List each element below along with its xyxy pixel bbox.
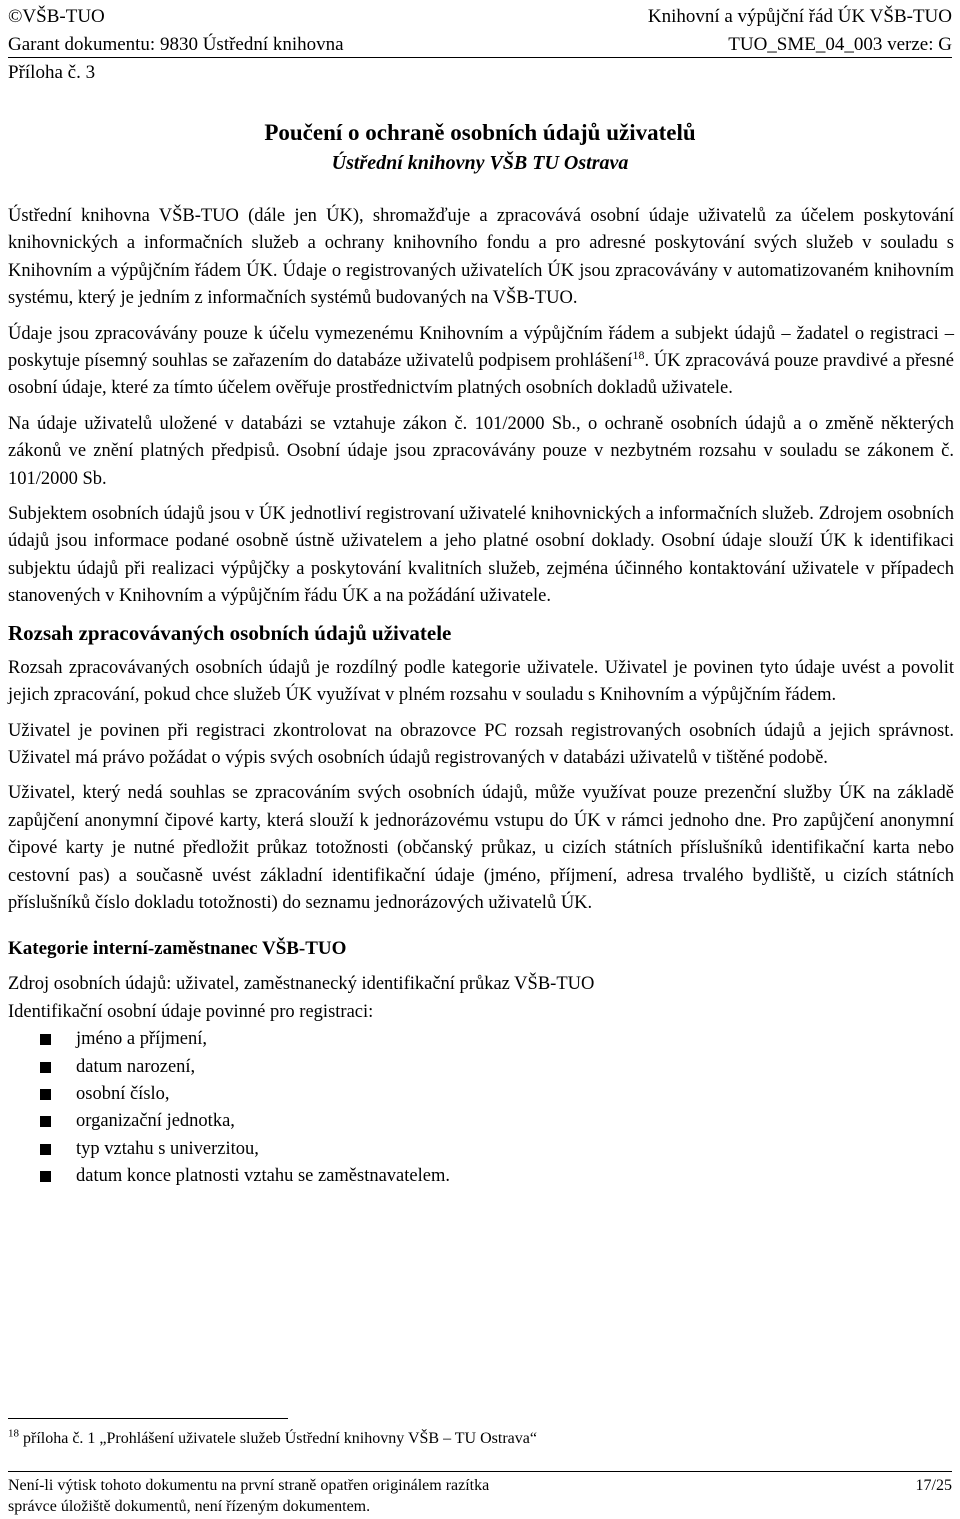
footnote-reference: 18 bbox=[632, 347, 645, 362]
footnote bbox=[8, 1428, 537, 1450]
attachment-label: Příloha č. 3 bbox=[8, 62, 96, 83]
list-item: datum konce platnosti vztahu se zaměstnavatelem. bbox=[8, 1163, 954, 1190]
copyright-label: ©VŠB-TUO bbox=[8, 6, 105, 27]
document-body bbox=[8, 203, 954, 1191]
document-code-label: TUO_SME_04_003 verze: G bbox=[728, 34, 952, 55]
footer-row-1 bbox=[8, 1476, 952, 1496]
list-item: jméno a příjmení, bbox=[8, 1026, 954, 1053]
category-heading: Kategorie interní-zaměstnanec VŠB-TUO bbox=[8, 938, 347, 960]
page-subtitle: Ústřední knihovny VŠB TU Ostrava bbox=[331, 152, 629, 174]
page-number: 17/25 bbox=[915, 1477, 952, 1494]
document-title-label: Knihovní a výpůjční řád ÚK VŠB-TUO bbox=[647, 6, 952, 27]
section-heading: Rozsah zpracovávaných osobních údajů uživatele bbox=[8, 620, 452, 645]
subject-paragraph: Subjektem osobních údajů jsou v ÚK jednotliví registrovaní uživatelé knihovnických a informačních služeb. Zdrojem osobních údajů jsou informace podané osobně ústně uživatelem a jeho platné osobní doklady. Osobní údaje slouží ÚK k identifikaci subjektu údajů při realizaci výpůjčky a poskytování kvalitních služeb, zejména účinného kontaktování uživatele v případech stanovených v Knihovním a výpůjčním řádu ÚK a na požádání uživatele. bbox=[8, 504, 954, 607]
list-item: typ vztahu s univerzitou, bbox=[8, 1136, 954, 1163]
document-header-row-2 bbox=[8, 34, 952, 56]
square-bullet-icon bbox=[40, 1062, 51, 1073]
required-data-list bbox=[8, 1026, 954, 1190]
category-source: Zdroj osobních údajů: uživatel, zaměstnanecký identifikační průkaz VŠB-TUO bbox=[8, 974, 595, 995]
square-bullet-icon bbox=[40, 1116, 51, 1127]
law-paragraph: Na údaje uživatelů uložené v databázi se vztahuje zákon č. 101/2000 Sb., o ochraně osobních údajů a o změně některých zákonů ve znění platných předpisů. Osobní údaje jsou zpracovávány pouze v nezbytném rozsahu v souladu se zákonem č. 101/2000 Sb. bbox=[8, 413, 954, 489]
anonymous-paragraph: Uživatel, který nedá souhlas se zpracováním svých osobních údajů, může využívat pouze prezenční služby ÚK na základě zapůjčení anonymní čipové karty, která slouží k jednorázovému vstupu do ÚK v rámci jednoho dne. Pro zapůjčení anonymní čipové karty je nutné předložit průkaz totožnosti (občanský průkaz, u cizích státních příslušníků identifikační karta nebo cestovní pas) a současně uvést základní identifikační údaje (jméno, příjmení, adresa trvalého bydliště, u cizích státních příslušníků číslo dokladu totožnosti) do seznamu jednorázových uživatelů ÚK. bbox=[8, 783, 954, 913]
square-bullet-icon bbox=[40, 1089, 51, 1100]
square-bullet-icon bbox=[40, 1171, 51, 1182]
list-item: datum narození, bbox=[8, 1054, 954, 1081]
footnote-number: 18 bbox=[8, 1427, 19, 1440]
scope-paragraph: Rozsah zpracovávaných osobních údajů je rozdílný podle kategorie uživatele. Uživatel je povinen tyto údaje uvést a povolit jejich zpracování, pokud chce služeb ÚK využívat v plném rozsahu v souladu s Knihovním a výpůjčním řádem. bbox=[8, 657, 954, 706]
footnote-text: příloha č. 1 „Prohlášení uživatele služeb Ústřední knihovny VŠB – TU Ostrava“ bbox=[19, 1430, 537, 1447]
category-list-intro: Identifikační osobní údaje povinné pro registraci: bbox=[8, 1001, 374, 1022]
list-item: organizační jednotka, bbox=[8, 1108, 954, 1135]
document-header-row-1 bbox=[8, 6, 952, 28]
purpose-paragraph: Údaje jsou zpracovávány pouze k účelu vymezenému Knihovním a výpůjčním řádem a subjekt údajů – žadatel o registraci – poskytuje písemný souhlas se zařazením do databáze uživatelů podpisem prohlášení$^{18}$. ÚK zpracovává pouze pravdivé a přesné osobní údaje, které za tímto účelem ověřuje prostřednictvím platných osobních dokladů uživatele. bbox=[8, 323, 955, 399]
guarantor-label: Garant dokumentu: 9830 Ústřední knihovna bbox=[8, 34, 344, 55]
intro-paragraph: Ústřední knihovna VŠB-TUO (dále jen ÚK), shromažďuje a zpracovává osobní údaje uživatelů za účelem poskytování knihovnických a informačních služeb a ochrany knihovního fondu a pro adresné poskytování svých služeb v souladu s Knihovním a výpůjčním řádem ÚK. Údaje o registrovaných uživatelích ÚK jsou zpracovávány v automatizovaném knihovním systému, který je jedním z informačních systémů budovaných na VŠB-TUO. bbox=[8, 206, 954, 309]
footer-divider bbox=[8, 1471, 952, 1472]
square-bullet-icon bbox=[40, 1144, 51, 1155]
check-paragraph: Uživatel je povinen při registraci zkontrolovat na obrazovce PC rozsah registrovaných osobních údajů a jejich správnost. Uživatel má právo požádat o výpis svých osobních údajů registrovaných v databázi uživatelů v tištěné podobě. bbox=[8, 720, 954, 768]
footer-row-2: správce úložiště dokumentů, není řízeným dokumentem. bbox=[8, 1498, 371, 1515]
footer-note: Není-li výtisk tohoto dokumentu na první straně opatřen originálem razítka bbox=[8, 1477, 490, 1494]
list-item: osobní číslo, bbox=[8, 1081, 954, 1108]
footnote-divider bbox=[8, 1418, 288, 1419]
page-title: Poučení o ochraně osobních údajů uživatelů bbox=[264, 120, 696, 145]
square-bullet-icon bbox=[40, 1034, 51, 1045]
header-divider bbox=[8, 57, 952, 58]
